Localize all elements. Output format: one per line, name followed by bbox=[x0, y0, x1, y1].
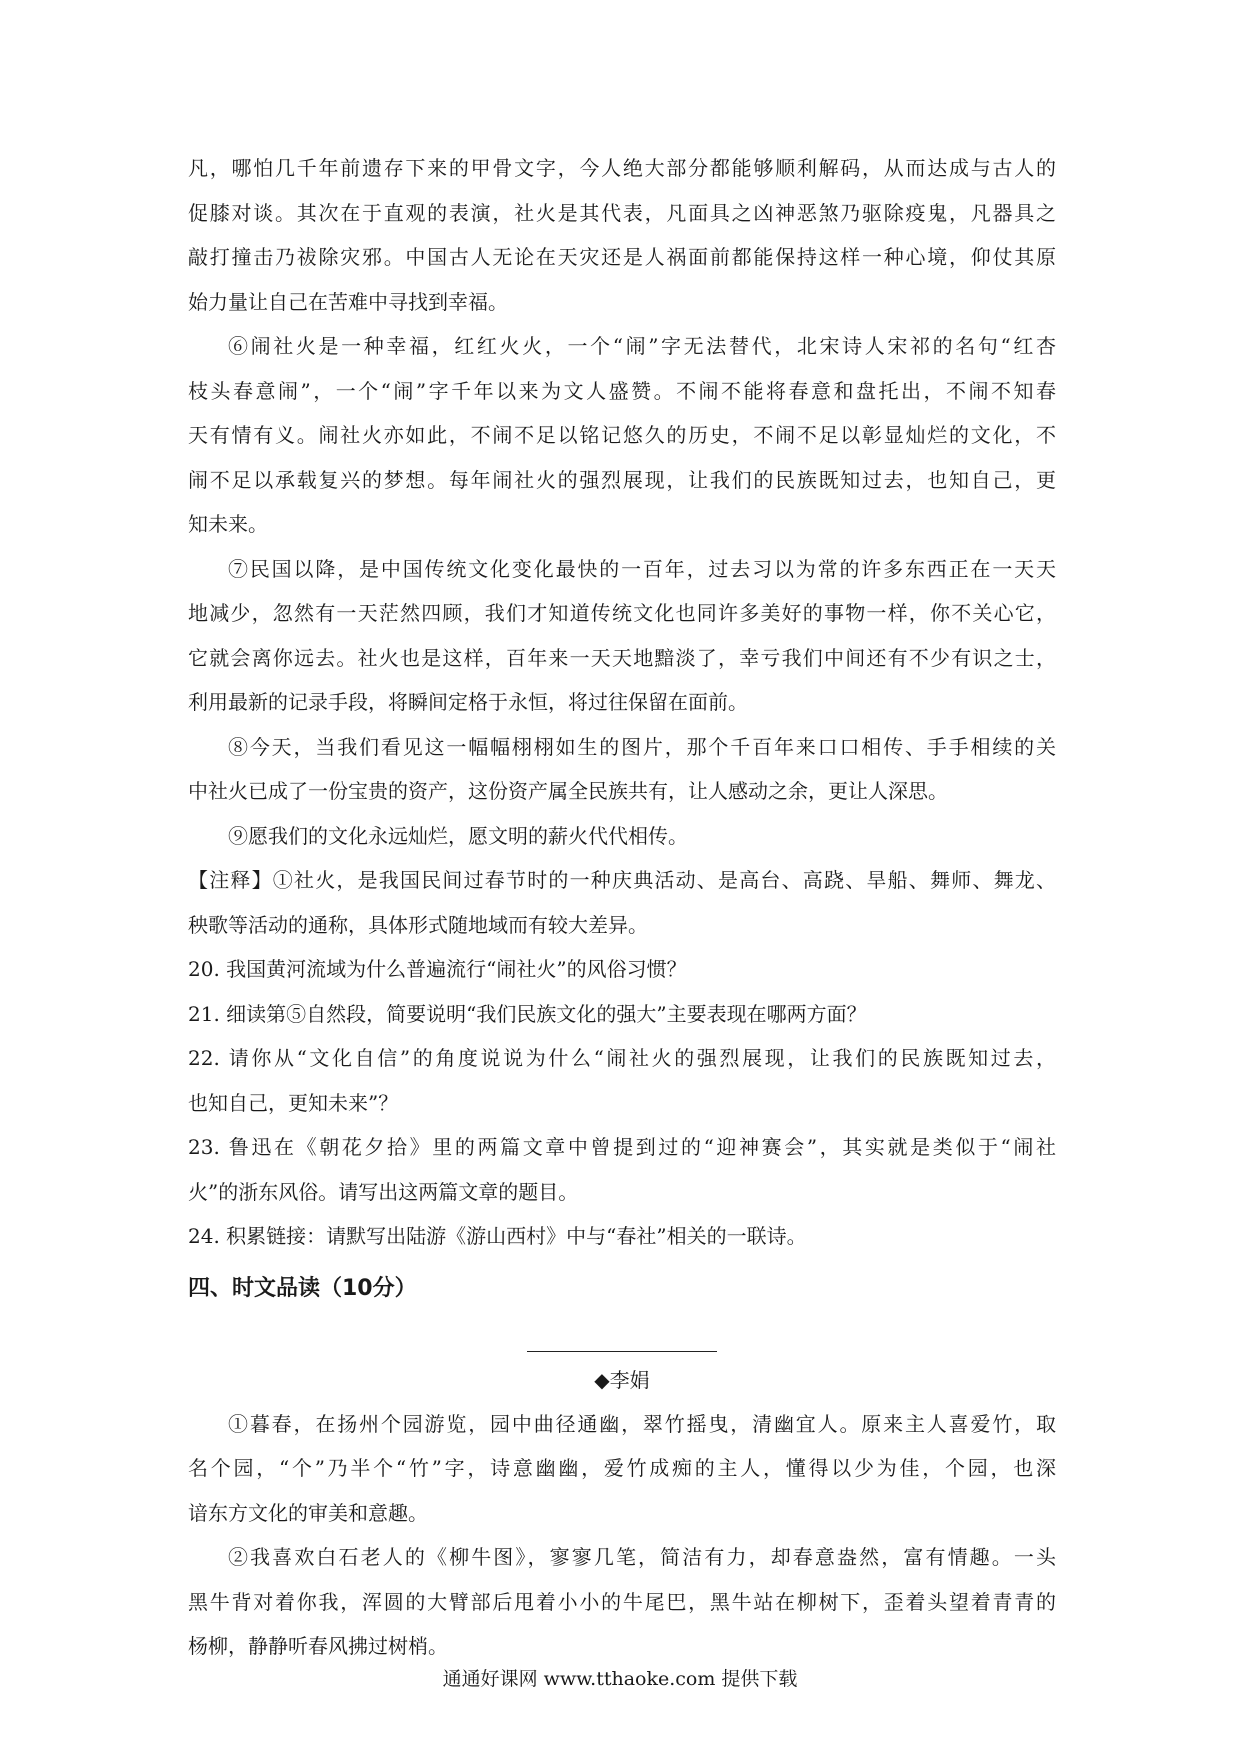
question-22-cont: 也知自己，更知未来”？ bbox=[188, 1090, 399, 1115]
article-paragraph-2: ②我喜欢白石老人的《柳牛图》，寥寥几笔，简洁有力，却春意盎然，富有情趣。一头 bbox=[228, 1545, 1056, 1569]
paragraph-6-line: ⑥闹社火是一种幸福，红红火火，一个“闹”字无法替代，北宋诗人宋祁的名句“红杏 bbox=[228, 334, 1056, 358]
text-line: 名个园，“个”乃半个“竹”字，诗意幽幽，爱竹成痴的主人，懂得以少为佳，个园，也深 bbox=[188, 1456, 1056, 1480]
text-line: 凡，哪怕几千年前遗存下来的甲骨文字，今人绝大部分都能够顺利解码，从而达成与古人的 bbox=[188, 156, 1056, 180]
article-author: ◆李娟 bbox=[594, 1367, 650, 1392]
question-23: 23. 鲁迅在《朝花夕拾》里的两篇文章中曾提到过的“迎神赛会”，其实就是类似于“闹社 bbox=[188, 1135, 1056, 1159]
paragraph-9-line: ⑨愿我们的文化永远灿烂，愿文明的薪火代代相传。 bbox=[228, 823, 688, 848]
text-line: 地减少，忽然有一天茫然四顾，我们才知道传统文化也同许多美好的事物一样，你不关心它， bbox=[188, 601, 1056, 625]
title-blank-line bbox=[527, 1351, 717, 1352]
text-line: 敲打撞击乃祓除灾邪。中国古人无论在天灾还是人祸面前都能保持这样一种心境，仰仗其原 bbox=[188, 245, 1056, 269]
annotation-line: 【注释】①社火，是我国民间过春节时的一种庆典活动、是高台、高跷、旱船、舞师、舞龙、 bbox=[188, 868, 1056, 892]
article-paragraph-1: ①暮春，在扬州个园游览，园中曲径通幽，翠竹摇曳，清幽宜人。原来主人喜爱竹，取 bbox=[228, 1411, 1056, 1436]
text-line: 枝头春意闹”，一个“闹”字千年以来为文人盛赞。不闹不能将春意和盘托出，不闹不知春 bbox=[188, 378, 1056, 403]
text-line: 杨柳，静静听春风拂过树梢。 bbox=[188, 1634, 448, 1658]
text-line: 知未来。 bbox=[188, 512, 268, 536]
text-line: 闹不足以承载复兴的梦想。每年闹社火的强烈展现，让我们的民族既知过去，也知自己，更 bbox=[188, 467, 1056, 492]
text-line: 它就会离你远去。社火也是这样，百年来一天天地黯淡了，幸亏我们中间还有不少有识之士， bbox=[188, 645, 1056, 670]
section-title: 四、时文品读（10分） bbox=[188, 1275, 417, 1301]
text-line: 始力量让自己在苦难中寻找到幸福。 bbox=[188, 289, 508, 314]
text-line: 黑牛背对着你我，浑圆的大臂部后甩着小小的牛尾巴，黑牛站在柳树下，歪着头望着青青的 bbox=[188, 1589, 1056, 1614]
page-footer: 通通好课网 www.tthaoke.com 提供下载 bbox=[442, 1668, 798, 1690]
page-content bbox=[188, 146, 1056, 1669]
annotation-line: 秧歌等活动的通称，具体形式随地域而有较大差异。 bbox=[188, 912, 648, 937]
paragraph-8-line: ⑧今天，当我们看见这一幅幅栩栩如生的图片，那个千百年来口口相传、手手相续的关 bbox=[228, 734, 1056, 759]
text-line: 中社火已成了一份宝贵的资产，这份资产属全民族共有，让人感动之余，更让人深思。 bbox=[188, 779, 948, 803]
paragraph-7-line: ⑦民国以降，是中国传统文化变化最快的一百年，过去习以为常的许多东西正在一天天 bbox=[228, 556, 1056, 581]
question-21: 21. 细读第⑤自然段，简要说明“我们民族文化的强大”主要表现在哪两方面？ bbox=[188, 1001, 867, 1026]
text-line: 天有情有义。闹社火亦如此，不闹不足以铭记悠久的历史，不闹不足以彰显灿烂的文化，不 bbox=[188, 423, 1056, 447]
text-line: 谙东方文化的审美和意趣。 bbox=[188, 1500, 428, 1525]
question-23-cont: 火”的浙东风俗。请写出这两篇文章的题目。 bbox=[188, 1179, 579, 1204]
text-line: 利用最新的记录手段，将瞬间定格于永恒，将过往保留在面前。 bbox=[188, 690, 748, 714]
question-24: 24. 积累链接：请默写出陆游《游山西村》中与“春社”相关的一联诗。 bbox=[188, 1224, 807, 1248]
question-22: 22. 请你从“文化自信”的角度说说为什么“闹社火的强烈展现，让我们的民族既知过去， bbox=[188, 1046, 1056, 1070]
text-line: 促膝对谈。其次在于直观的表演，社火是其代表，凡面具之凶神恶煞乃驱除疫鬼，凡器具之 bbox=[188, 200, 1056, 225]
question-20: 20. 我国黄河流域为什么普遍流行“闹社火”的风俗习惯？ bbox=[188, 957, 687, 981]
